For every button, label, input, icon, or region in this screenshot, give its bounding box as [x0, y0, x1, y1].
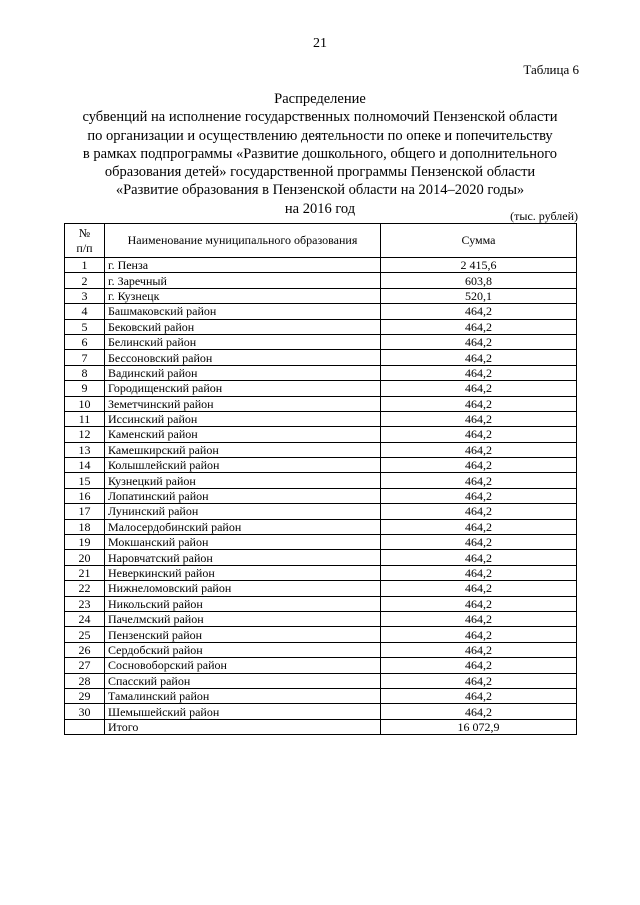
cell-sum: 464,2 — [381, 381, 577, 396]
table-row — [65, 673, 577, 688]
table-row — [65, 458, 577, 473]
cell-sum: 2 415,6 — [381, 258, 577, 273]
cell-number: 2 — [65, 273, 105, 288]
cell-sum: 464,2 — [381, 411, 577, 426]
cell-name: Колышлейский район — [105, 458, 381, 473]
document-heading — [60, 90, 580, 218]
cell-number: 10 — [65, 396, 105, 411]
table-header-row — [65, 224, 577, 258]
header-sum: Сумма — [381, 224, 577, 258]
table-row — [65, 473, 577, 488]
header-number — [65, 224, 105, 258]
table-row — [65, 411, 577, 426]
table-row — [65, 258, 577, 273]
subsidy-table — [64, 223, 577, 735]
page-number: 21 — [313, 36, 327, 51]
table-row — [65, 427, 577, 442]
cell-name: Малосердобинский район — [105, 519, 381, 534]
header-number-line2: п/п — [76, 240, 93, 255]
cell-name: Лунинский район — [105, 504, 381, 519]
cell-sum: 464,2 — [381, 334, 577, 349]
cell-sum: 464,2 — [381, 396, 577, 411]
cell-sum: 464,2 — [381, 565, 577, 580]
table-row — [65, 273, 577, 288]
heading-line: на 2016 год — [284, 200, 356, 217]
cell-number: 13 — [65, 442, 105, 457]
table-row — [65, 381, 577, 396]
cell-name: Бековский район — [105, 319, 381, 334]
cell-name: г. Заречный — [105, 273, 381, 288]
cell-sum: 464,2 — [381, 488, 577, 503]
table-row — [65, 550, 577, 565]
table-row — [65, 535, 577, 550]
cell-sum: 464,2 — [381, 350, 577, 365]
cell-sum: 464,2 — [381, 627, 577, 642]
table-row — [65, 596, 577, 611]
table-row — [65, 504, 577, 519]
cell-sum: 464,2 — [381, 319, 577, 334]
heading-line: субвенций на исполнение государственных полномочий Пензенской области — [82, 109, 558, 126]
table-row — [65, 519, 577, 534]
cell-sum: 464,2 — [381, 704, 577, 719]
table-row — [65, 288, 577, 303]
table-row — [65, 627, 577, 642]
cell-number: 22 — [65, 581, 105, 596]
cell-number: 25 — [65, 627, 105, 642]
cell-sum: 464,2 — [381, 550, 577, 565]
table-row — [65, 334, 577, 349]
heading-line: по организации и осуществлению деятельности по опеке и попечительству — [87, 127, 553, 144]
cell-number: 9 — [65, 381, 105, 396]
table-row — [65, 642, 577, 657]
heading-title: Распределение — [274, 91, 366, 107]
cell-name: Иссинский район — [105, 411, 381, 426]
cell-name: Нижнеломовский район — [105, 581, 381, 596]
cell-number: 8 — [65, 365, 105, 380]
cell-name: Наровчатский район — [105, 550, 381, 565]
cell-name: Башмаковский район — [105, 304, 381, 319]
cell-number: 20 — [65, 550, 105, 565]
table-row — [65, 365, 577, 380]
cell-sum: 464,2 — [381, 688, 577, 703]
cell-name: Мокшанский район — [105, 535, 381, 550]
cell-sum: 464,2 — [381, 365, 577, 380]
table-row — [65, 565, 577, 580]
cell-sum: 464,2 — [381, 442, 577, 457]
cell-name: Вадинский район — [105, 365, 381, 380]
cell-number: 24 — [65, 611, 105, 626]
cell-name: Кузнецкий район — [105, 473, 381, 488]
header-name: Наименование муниципального образования — [105, 224, 381, 258]
cell-number: 16 — [65, 488, 105, 503]
header-number-line1: № — [78, 225, 91, 240]
cell-number: 27 — [65, 658, 105, 673]
cell-sum: 16 072,9 — [381, 719, 577, 734]
cell-number: 1 — [65, 258, 105, 273]
cell-number: 17 — [65, 504, 105, 519]
cell-sum: 464,2 — [381, 642, 577, 657]
table-row — [65, 611, 577, 626]
cell-sum: 464,2 — [381, 519, 577, 534]
cell-name: г. Пенза — [105, 258, 381, 273]
cell-number: 21 — [65, 565, 105, 580]
table-row — [65, 304, 577, 319]
table-row — [65, 350, 577, 365]
cell-name: Итого — [105, 719, 381, 734]
table-row — [65, 688, 577, 703]
cell-number: 28 — [65, 673, 105, 688]
cell-number: 6 — [65, 334, 105, 349]
cell-sum: 464,2 — [381, 473, 577, 488]
cell-name: Каменский район — [105, 427, 381, 442]
cell-name: Сердобский район — [105, 642, 381, 657]
cell-sum: 520,1 — [381, 288, 577, 303]
table-label: Таблица 6 — [523, 62, 579, 77]
total-row — [65, 719, 577, 734]
cell-number: 23 — [65, 596, 105, 611]
cell-number: 30 — [65, 704, 105, 719]
cell-name: Неверкинский район — [105, 565, 381, 580]
heading-line: образования детей» государственной программы Пензенской области — [104, 164, 536, 181]
cell-name: Пачелмский район — [105, 611, 381, 626]
table-row — [65, 319, 577, 334]
cell-number: 26 — [65, 642, 105, 657]
cell-name: Камешкирский район — [105, 442, 381, 457]
cell-name: Шемышейский район — [105, 704, 381, 719]
cell-sum: 464,2 — [381, 596, 577, 611]
cell-name: Лопатинский район — [105, 488, 381, 503]
cell-number: 7 — [65, 350, 105, 365]
cell-name: Пензенский район — [105, 627, 381, 642]
cell-number: 29 — [65, 688, 105, 703]
cell-name: Белинский район — [105, 334, 381, 349]
cell-number: 19 — [65, 535, 105, 550]
cell-sum: 464,2 — [381, 458, 577, 473]
cell-sum: 464,2 — [381, 673, 577, 688]
cell-sum: 464,2 — [381, 504, 577, 519]
cell-number: 5 — [65, 319, 105, 334]
cell-number: 4 — [65, 304, 105, 319]
heading-line: в рамках подпрограммы «Развитие дошкольного, общего и дополнительного — [82, 145, 558, 162]
cell-sum: 464,2 — [381, 658, 577, 673]
cell-sum: 464,2 — [381, 611, 577, 626]
cell-number: 14 — [65, 458, 105, 473]
table-row — [65, 704, 577, 719]
table-row — [65, 396, 577, 411]
units-note: (тыс. рублей) — [510, 209, 578, 223]
cell-name: Тамалинский район — [105, 688, 381, 703]
cell-name: Спасский район — [105, 673, 381, 688]
cell-number: 3 — [65, 288, 105, 303]
cell-sum: 464,2 — [381, 304, 577, 319]
table-row — [65, 658, 577, 673]
cell-sum: 464,2 — [381, 581, 577, 596]
cell-number: 15 — [65, 473, 105, 488]
table-row — [65, 488, 577, 503]
cell-name: г. Кузнецк — [105, 288, 381, 303]
cell-name: Бессоновский район — [105, 350, 381, 365]
cell-sum: 603,8 — [381, 273, 577, 288]
cell-name: Городищенский район — [105, 381, 381, 396]
heading-line: «Развитие образования в Пензенской области на 2014–2020 годы» — [115, 182, 525, 199]
cell-number: 12 — [65, 427, 105, 442]
table-row — [65, 442, 577, 457]
cell-name: Никольский район — [105, 596, 381, 611]
cell-number: 11 — [65, 411, 105, 426]
cell-number: 18 — [65, 519, 105, 534]
cell-sum: 464,2 — [381, 535, 577, 550]
cell-name: Сосновоборский район — [105, 658, 381, 673]
table-row — [65, 581, 577, 596]
cell-sum: 464,2 — [381, 427, 577, 442]
cell-number — [65, 719, 105, 734]
cell-name: Земетчинский район — [105, 396, 381, 411]
